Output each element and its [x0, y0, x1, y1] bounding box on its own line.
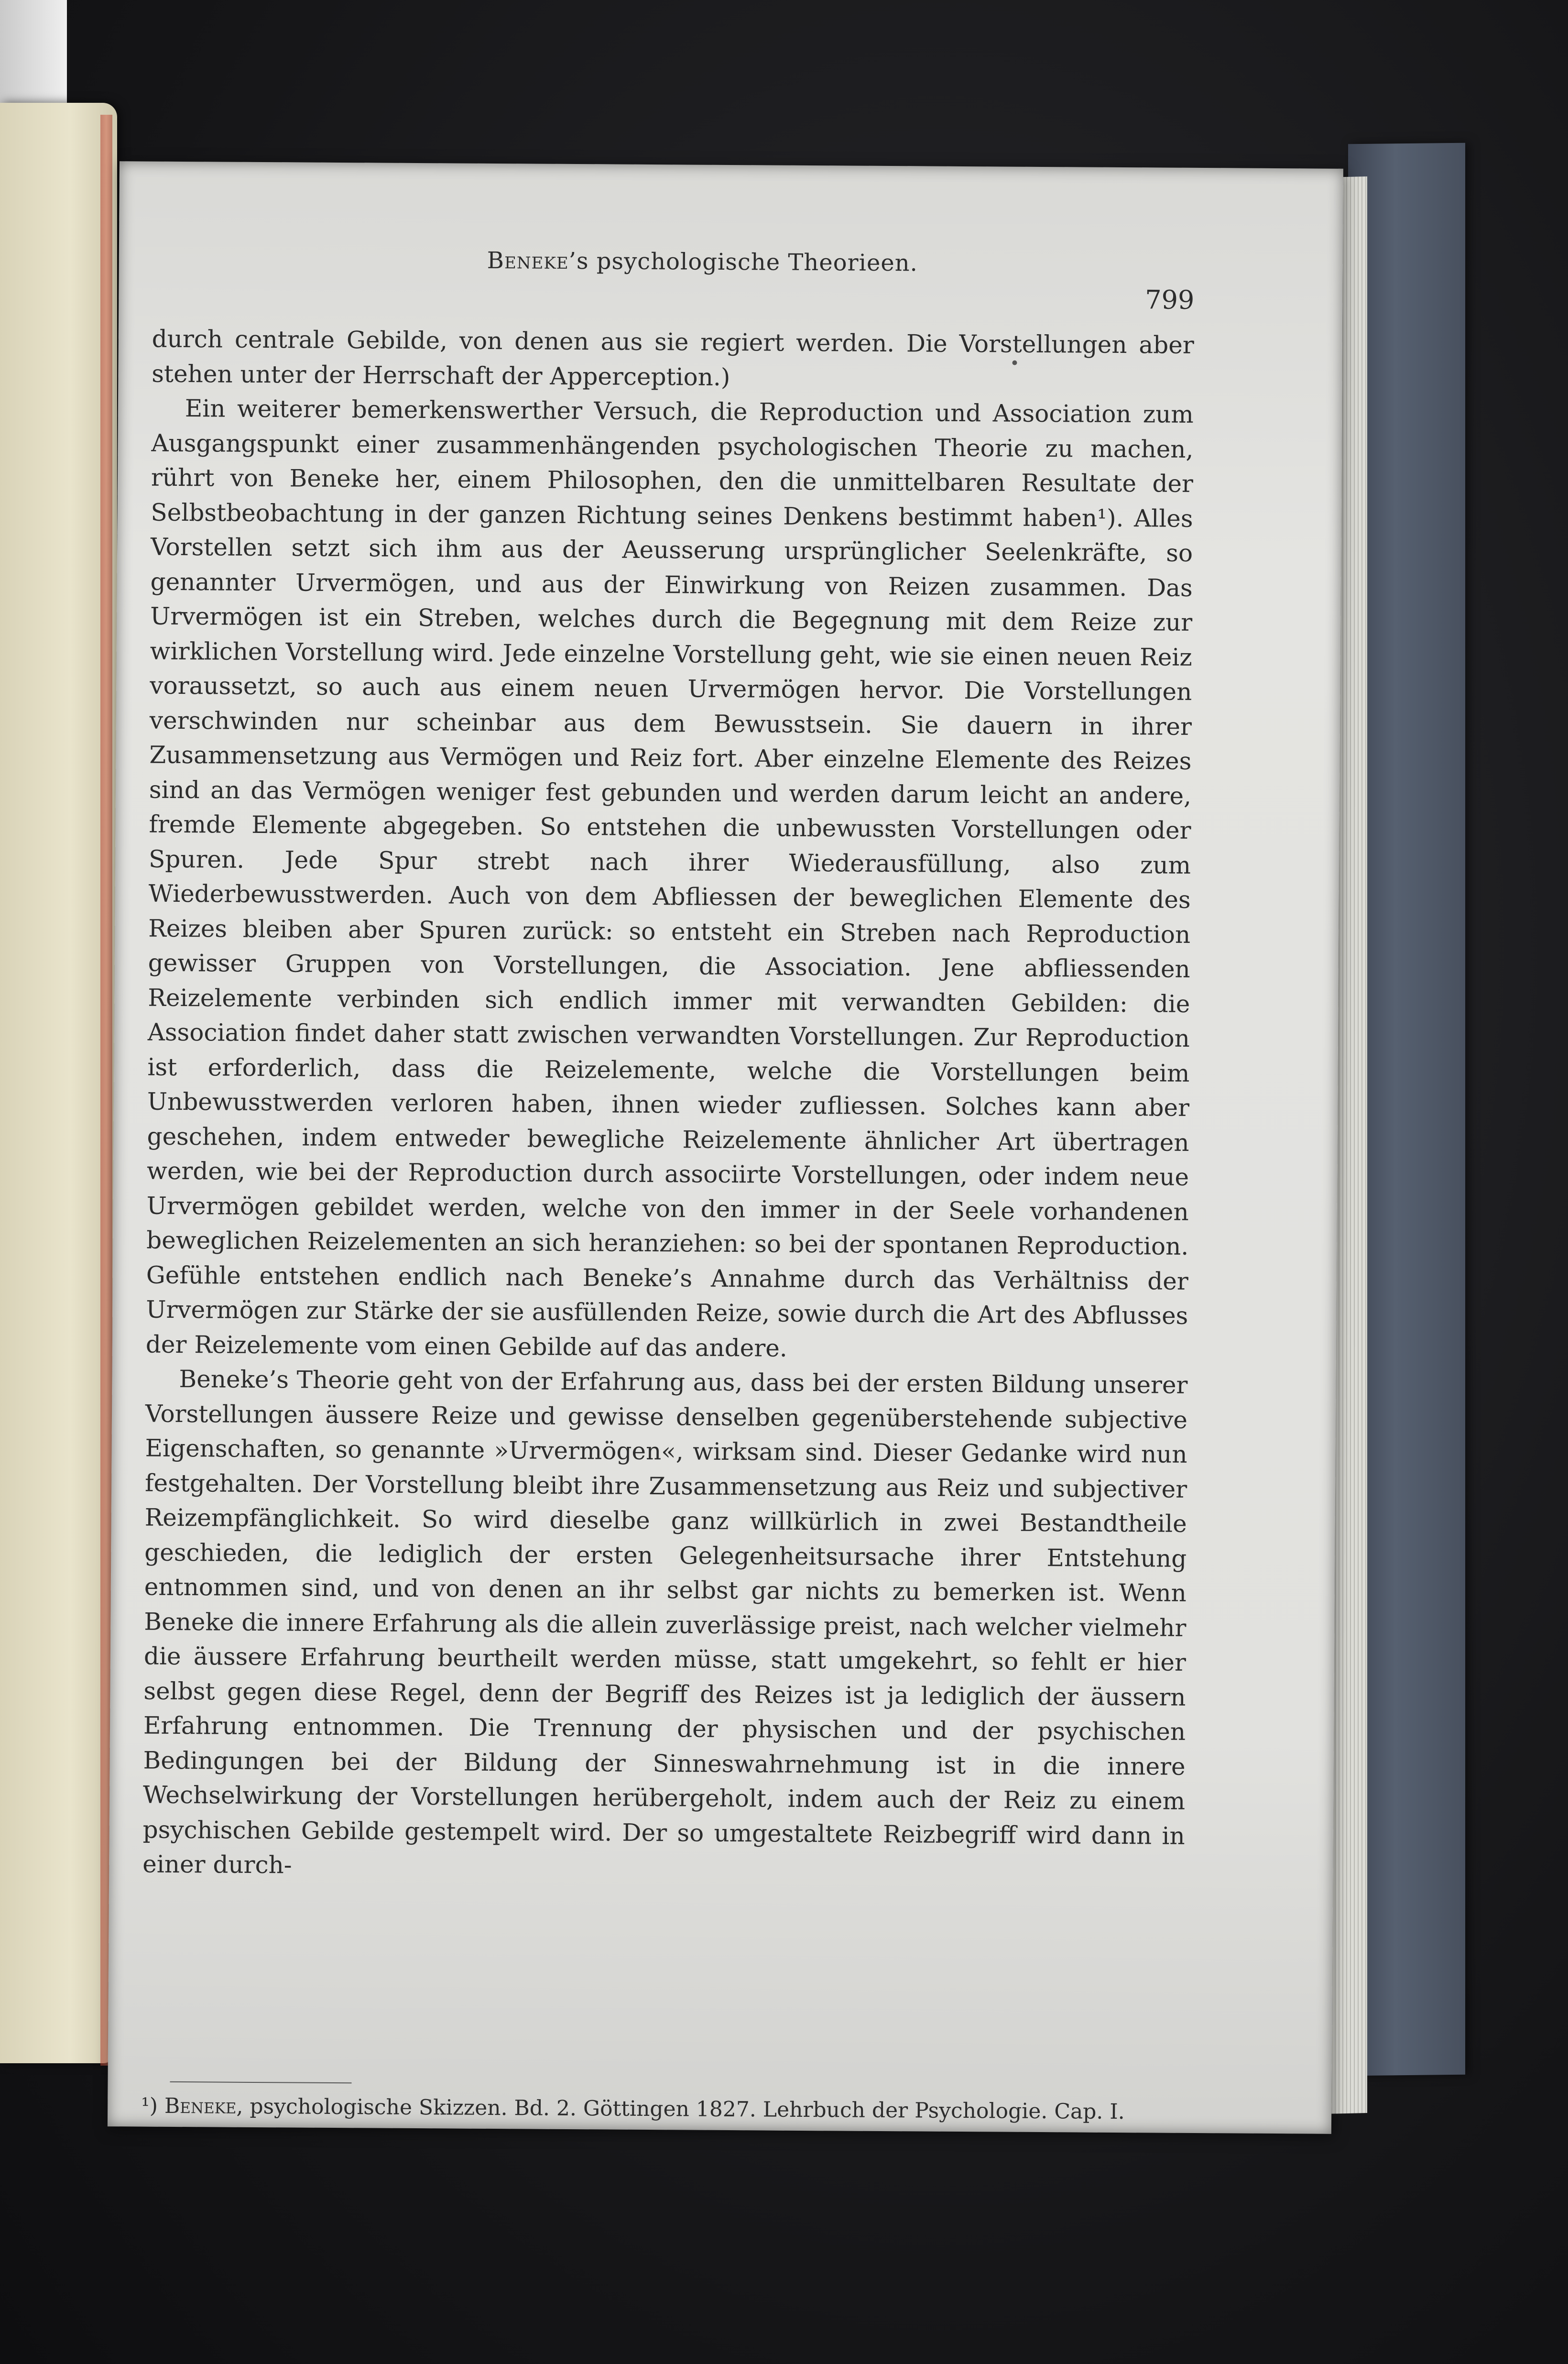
- footnote-marker: ¹): [141, 2093, 158, 2118]
- footnote-text: , psychologische Skizzen. Bd. 2. Göttingen 1827. Lehrbuch der Psychologie. Cap. I.: [236, 2094, 1125, 2124]
- page-content: [141, 245, 1195, 2124]
- footnote-author: Beneke: [164, 2093, 237, 2119]
- book-page: [108, 161, 1343, 2134]
- left-page-corner: [0, 0, 67, 110]
- paragraph-2: Ein weiterer bemerkenswerther Versuch, die Reproduction und Association zum Ausgangspunkt einer zusammenhängenden psychologischen Theorie zu machen, rührt von Beneke her, einem Philosophen, den die unmittelbaren Resultate der Selbstbeobachtung in der ganzen Richtung seines Denkens bestimmt haben¹). Alles Vorstellen setzt sich ihm aus der Aeusserung ursprünglicher Seelenkräfte, so genannter Urvermögen, und aus der Einwirkung von Reizen zusammen. Das Urvermögen ist ein Streben, welches durch die Begegnung mit dem Reize zur wirklichen Vorstellung wird. Jede einzelne Vorstellung geht, wie sie einen neuen Reiz voraussetzt, so auch aus einem neuen Urvermögen hervor. Die Vorstellungen verschwinden nur scheinbar aus dem Bewusstsein. Sie dauern in ihrer Zusammensetzung aus Vermögen und Reiz fort. Aber einzelne Elemente des Reizes sind an das Vermögen weniger fest gebunden und werden darum leicht an andere, fremde Elemente abgegeben. So entstehen die unbewussten Vorstellungen oder Spuren. Jede Spur strebt nach ihrer Wiederausfüllung, also zum Wiederbewusstwerden. Auch von dem Abfliessen der beweglichen Elemente des Reizes bleiben aber Spuren zurück: so entsteht ein Streben nach Reproduction gewisser Gruppen von Vorstellungen, die Association. Jene abfliessenden Reizelemente verbinden sich endlich immer mit verwandten Gebilden: die Association findet daher statt zwischen verwandten Vorstellungen. Zur Reproduction ist erforderlich, dass die Reizelemente, welche die Vorstellungen beim Unbewusstwerden verloren haben, ihnen wieder zufliessen. Solches kann aber geschehen, indem entweder bewegliche Reizelemente ähnlicher Art übertragen werden, wie bei der Reproduction durch associirte Vorstellungen, oder indem neue Urvermögen gebildet werden, welche von den immer in der Seele vorhandenen beweglichen Reizelementen an sich heranziehen: so bei der spontanen Reproduction. Gefühle entstehen endlich nach Beneke’s Annahme durch das Verhältniss der Urvermögen zur Stärke der sie ausfüllenden Reize, sowie durch die Art des Abflusses der Reizelemente vom einen Gebilde auf das andere.: [145, 394, 1194, 1362]
- footnote: [141, 2091, 1183, 2128]
- page-number: 799: [1145, 285, 1195, 315]
- running-head-title: ’s psychologische Theorieen.: [568, 247, 918, 277]
- running-head: [487, 247, 918, 277]
- body-text: [142, 322, 1194, 1888]
- running-head-name: Beneke: [487, 247, 569, 274]
- facing-left-page: [0, 103, 117, 2063]
- paragraph-3: Beneke’s Theorie geht von der Erfahrung aus, dass bei der ersten Bildung unserer Vorstellungen äussere Reize und gewisse denselben gegenüberstehende subjective Eigenschaften, so genannte »Urvermögen«, wirksam sind. Dieser Gedanke wird nun festgehalten. Der Vorstellung bleibt ihre Zusammensetzung aus Reiz und subjectiver Reizempfänglichkeit. So wird dieselbe ganz willkürlich in zwei Bestandtheile geschieden, die lediglich der ersten Gelegenheitsursache ihrer Entstehung entnommen sind, und von denen an ihr selbst gar nichts zu bemerken ist. Wenn Beneke die innere Erfahrung als die allein zuverlässige preist, nach welcher vielmehr die äussere Erfahrung beurtheilt werden müsse, statt umgekehrt, so fehlt er hier selbst gegen diese Regel, denn der Begriff des Reizes ist ja lediglich der äussern Erfahrung entnommen. Die Trennung der physischen und der psychischen Bedingungen bei der Bildung der Sinneswahrnehmung ist in die innere Wechselwirkung der Vorstellungen herübergeholt, indem auch der Reiz zu einem psychischen Gebilde gestempelt wird. Der so umgestaltete Reizbegriff wird dann in einer durch-: [142, 1365, 1188, 1879]
- footnote-rule: [170, 2081, 351, 2083]
- paragraph-1: durch centrale Gebilde, von denen aus sie regiert werden. Die Vorstellungen aber stehen unter der Herrschaft der Apperception.): [152, 325, 1194, 391]
